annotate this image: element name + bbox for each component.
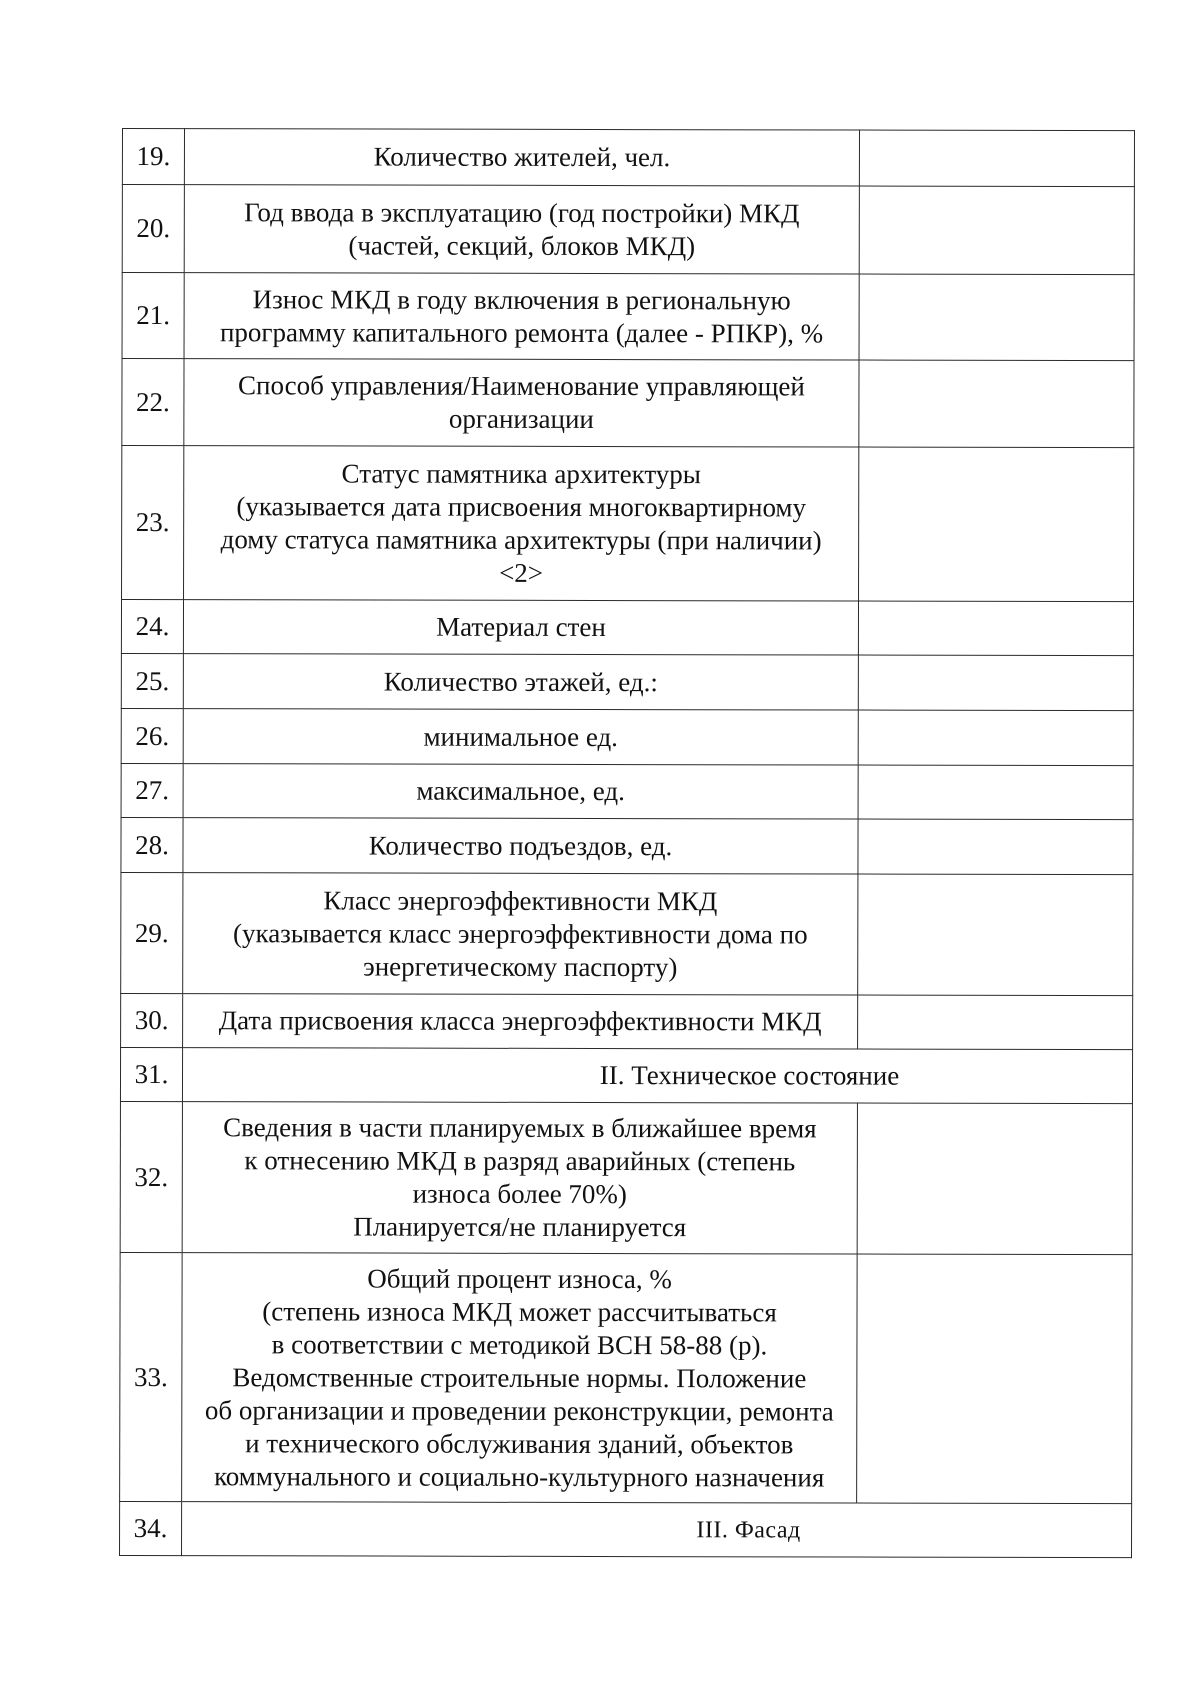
section-heading [182,1502,1132,1558]
row-label-line: Планируется/не планируется [353,1211,687,1243]
row-label [184,359,859,447]
row-label-line: энергетическому паспорту) [363,951,678,982]
row-value-cell [858,819,1133,875]
row-value-cell [858,765,1133,820]
section-title: II. Техническое состояние [599,1060,900,1091]
row-value-cell [858,655,1133,711]
row-label-line: Класс энергоэффективности МКД [323,884,718,916]
row-label [184,446,859,601]
row-label-line: износа более 70%) [412,1178,627,1210]
table-row [122,446,1134,602]
row-label-line: программу капитального ремонта (далее - РПКР), % [219,316,824,348]
row-label [184,129,859,186]
row-label-line: Ведомственные строительные нормы. Положение [232,1361,807,1393]
row-label-line: к отнесению МКД в разряд аварийных (степень [244,1145,796,1177]
row-label [183,818,858,874]
row-label-line: об организации и проведении реконструкции, ремонта [204,1394,834,1426]
row-number: 31. [120,1047,182,1101]
row-value-cell [859,186,1134,275]
table-row [122,129,1134,187]
row-number: 29. [121,872,183,993]
row-number: 20. [122,185,184,273]
table-row [121,708,1133,765]
table-row [120,1252,1133,1503]
row-value-cell [859,360,1134,448]
table-row [121,872,1133,995]
table-row [121,993,1133,1049]
row-label-line: Материал стен [436,611,606,643]
row-label [183,994,858,1049]
row-label-line: Способ управления/Наименование управляющей [238,370,805,402]
row-label [184,273,859,360]
row-label-line: Дата присвоения класса энергоэффективности МКД [218,1005,822,1037]
row-label-line: Сведения в части планируемых в ближайшее время [223,1112,817,1144]
row-label-line: минимальное ед. [423,721,618,752]
row-label-line: Количество подъездов, ед. [368,830,673,861]
row-value-cell [858,710,1133,766]
building-info-table [119,128,1135,1558]
row-number: 19. [122,129,184,185]
row-label-line: Количество жителей, чел. [373,141,671,173]
row-number: 24. [121,600,183,654]
row-number: 21. [122,273,184,359]
row-label-line: в соответствии с методикой ВСН 58-88 (р). [271,1328,768,1360]
row-label [183,764,858,819]
row-label [182,1102,857,1254]
row-label-line: Количество этажей, ед.: [383,666,658,697]
row-label-line: коммунального и социально-культурного назначения [214,1460,825,1492]
row-label-line: Год ввода в эксплуатацию (год постройки) МКД [244,196,800,228]
row-label [182,1253,858,1503]
row-label-line: <2> [499,557,544,588]
row-label-line: дому статуса памятника архитектуры (при наличии) [220,523,822,555]
table-row [122,185,1134,275]
row-label-line: (частей, секций, блоков МКД) [348,229,696,261]
row-value-cell [859,274,1134,361]
row-number: 30. [121,993,183,1047]
row-label-line: (указывается класс энергоэффективности дома по [232,917,808,949]
section-row [120,1501,1132,1557]
table-row [121,653,1133,710]
row-value-cell [858,601,1133,656]
row-label-line: (степень износа МКД может рассчитываться [262,1295,777,1327]
section-title: III. Фасад [696,1517,801,1544]
row-label-line: Статус памятника архитектуры [341,457,701,489]
row-number: 22. [122,359,184,446]
row-label [184,185,859,274]
row-label-line: и технического обслуживания зданий, объектов [245,1427,794,1459]
row-label [183,600,858,655]
row-label-line: Износ МКД в году включения в региональную [252,283,791,315]
row-number: 28. [121,817,183,872]
row-label-line: Общий процент износа, % [367,1263,672,1294]
section-row [120,1047,1132,1103]
row-number: 23. [122,446,184,600]
row-label [183,654,858,710]
row-label [183,873,858,995]
row-value-cell [858,874,1133,996]
table-row [120,1101,1132,1254]
row-number: 25. [121,653,183,708]
row-label [183,709,858,765]
row-label-line: максимальное, ед. [416,775,625,807]
row-number: 32. [120,1101,182,1252]
row-value-cell [859,130,1134,187]
row-number: 27. [121,763,183,817]
table-row [121,817,1133,874]
row-value-cell [858,995,1133,1050]
table-row [122,359,1134,448]
row-value-cell [857,1103,1132,1255]
row-number: 26. [121,708,183,763]
row-label-line: организации [448,403,594,434]
row-number: 33. [120,1252,183,1501]
row-value-cell [859,447,1134,602]
row-value-cell [857,1254,1133,1504]
row-label-line: (указывается дата присвоения многоквартирному [236,490,807,522]
row-number: 34. [120,1501,182,1555]
table-row [121,763,1133,819]
table-row [121,600,1133,656]
section-heading [182,1048,1132,1104]
table-row [122,273,1134,361]
